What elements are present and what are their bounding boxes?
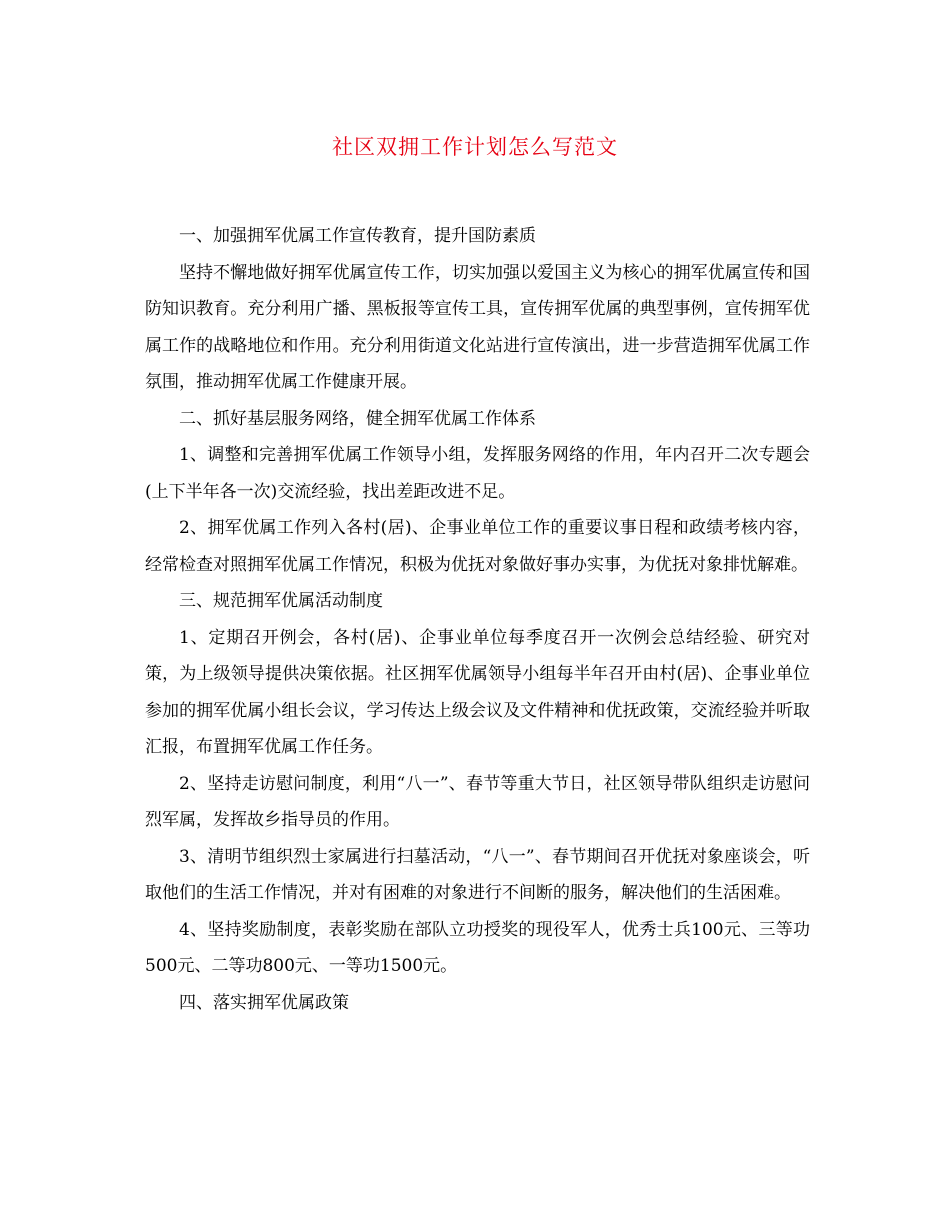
paragraph: 3、清明节组织烈士家属进行扫墓活动，“八一”、春节期间召开优抚对象座谈会，听取他们的生活工作情况，并对有困难的对象进行不间断的服务，解决他们的生活困难。 xyxy=(145,846,810,903)
section-heading-2: 二、抓好基层服务网络，健全拥军优属工作体系 xyxy=(179,408,536,429)
section-heading-1: 一、加强拥军优属工作宣传教育，提升国防素质 xyxy=(179,226,536,246)
section-heading-3: 三、规范拥军优属活动制度 xyxy=(179,591,383,611)
paragraph: 4、坚持奖励制度，表彰奖励在部队立功授奖的现役军人，优秀士兵100元、三等功500元、二等功800元、一等功1500元。 xyxy=(145,919,810,976)
paragraph: 2、拥军优属工作列入各村(居)、企事业单位工作的重要议事日程和政绩考核内容，经常检查对照拥军优属工作情况，积极为优抚对象做好事办实事，为优抚对象排忧解难。 xyxy=(145,518,810,575)
paragraph: 2、坚持走访慰问制度，利用“八一”、春节等重大节日，社区领导带队组织走访慰问烈军属，发挥故乡指导员的作用。 xyxy=(145,773,810,830)
paragraph: 1、调整和完善拥军优属工作领导小组，发挥服务网络的作用，年内召开二次专题会(上下半年各一次)交流经验，找出差距改进不足。 xyxy=(145,445,810,502)
section-heading-4: 四、落实拥军优属政策 xyxy=(179,992,349,1013)
document-title: 社区双拥工作计划怎么写范文 xyxy=(332,135,618,159)
paragraph: 坚持不懈地做好拥军优属宣传工作，切实加强以爱国主义为核心的拥军优属宣传和国防知识教育。充分利用广播、黑板报等宣传工具，宣传拥军优属的典型事例，宣传拥军优属工作的战略地位和作用。充分利用街道文化站进行宣传演出，进一步营造拥军优属工作氛围，推动拥军优属工作健康开展。 xyxy=(145,262,810,392)
paragraph: 1、定期召开例会，各村(居)、企事业单位每季度召开一次例会总结经验、研究对策，为上级领导提供决策依据。社区拥军优属领导小组每半年召开由村(居)、企事业单位参加的拥军优属小组长会议，学习传达上级会议及文件精神和优抚政策，交流经验并听取汇报，布置拥军优属工作任务。 xyxy=(145,627,810,757)
document-body xyxy=(145,218,810,1021)
